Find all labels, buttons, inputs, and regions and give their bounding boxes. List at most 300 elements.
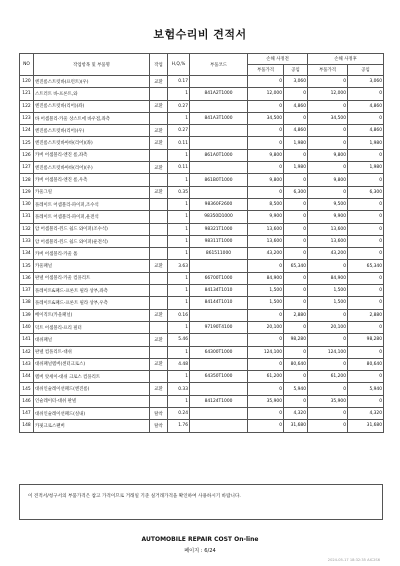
row-work [150,149,168,161]
row-part-code [190,408,248,420]
row-item: 엔진룸스트럿바(리어)(우) [34,125,150,137]
row-labor-after: 80,640 [348,358,384,370]
row-no: 135 [20,260,34,272]
page-number: 페이지 : 6/24 [184,548,216,554]
row-work [150,211,168,223]
row-item: 엔진룸스트럿바(프런트)(우) [34,76,150,88]
row-labor-after: 6,300 [348,186,384,198]
row-labor-before: 0 [284,321,308,333]
row-labor-before: 0 [284,297,308,309]
row-item: 카버 어셈블리-엔진 룸,우측 [34,174,150,186]
row-labor-before: 80,640 [284,358,308,370]
row-hqty: 0.33 [168,383,190,395]
row-item: 엔진룸스트럿바아바(리어)(좌) [34,137,150,149]
note-box [19,484,383,520]
row-part-code: 98350D1000 [190,211,248,223]
row-labor-before: 1,980 [284,137,308,149]
row-price-after: 0 [308,420,348,432]
row-hqty: 1 [168,371,190,383]
row-work: 교환 [150,76,168,88]
row-no: 146 [20,395,34,407]
row-work [150,174,168,186]
table-row [20,211,384,223]
row-price-after: 35,900 [308,395,348,407]
row-labor-before: 0 [284,149,308,161]
table-row [20,408,384,420]
row-price-before: 0 [248,383,284,395]
row-labor-after: 0 [348,285,384,297]
row-part-code: 841A2T1000 [190,88,248,100]
row-part-code: 97190T4100 [190,321,248,333]
row-price-before: 0 [248,186,284,198]
row-price-after: 0 [308,383,348,395]
row-price-before: 0 [248,334,284,346]
row-price-before: 0 [248,260,284,272]
print-stamp: 2024-05-17 18:32:35 AIC2S6 [327,558,380,562]
row-labor-after: 0 [348,346,384,358]
row-hqty: 0.16 [168,309,190,321]
row-hqty: 1 [168,211,190,223]
row-no: 123 [20,112,34,124]
table-row [20,395,384,407]
row-labor-before: 0 [284,88,308,100]
row-labor-before: 0 [284,346,308,358]
row-item: 대쉬패널 [34,334,150,346]
note-text: 이 견적서/청구서의 부품가격은 참고 가격이므로 거래일 기준 실거래가격을 확인하여 사용하시기 바랍니다. [28,494,241,499]
row-work: 교환 [150,137,168,149]
row-part-code: 84144T1010 [190,297,248,309]
row-labor-after: 1,980 [348,137,384,149]
row-price-before: 0 [248,125,284,137]
row-work [150,223,168,235]
row-part-code [190,125,248,137]
row-work [150,321,168,333]
row-hqty: 1 [168,223,190,235]
row-labor-before: 4,320 [284,408,308,420]
row-work [150,395,168,407]
row-no: 145 [20,383,34,395]
row-part-code [190,334,248,346]
table-row [20,137,384,149]
row-part-code: 64350T1000 [190,371,248,383]
row-labor-after: 0 [348,371,384,383]
row-price-before: 124,100 [248,346,284,358]
row-item: 카핏크로스팬버 [34,420,150,432]
row-labor-before: 0 [284,272,308,284]
table-row [20,76,384,88]
row-labor-after: 0 [348,272,384,284]
row-work: 교환 [150,358,168,370]
row-part-code [190,383,248,395]
row-work [150,297,168,309]
row-part-code [190,260,248,272]
row-labor-after: 1,980 [348,162,384,174]
row-no: 124 [20,125,34,137]
row-labor-after: 0 [348,223,384,235]
header-part-price-before: 부품가격 [248,65,284,76]
row-no: 129 [20,186,34,198]
row-labor-before: 4,860 [284,100,308,112]
header-part-code: 부품코드 [190,54,248,76]
row-price-after: 13,600 [308,223,348,235]
row-hqty: 0.11 [168,137,190,149]
row-labor-before: 0 [284,371,308,383]
row-labor-before: 0 [284,112,308,124]
row-labor-before: 2,880 [284,309,308,321]
row-item: 암 어셈블리-윈드 쉴드 와이퍼(운전석) [34,235,150,247]
header-part-price-after: 부품가격 [308,65,348,76]
estimate-rows [20,76,384,433]
row-labor-before: 0 [284,198,308,210]
header-labor-after: 공임 [348,65,384,76]
row-price-before: 61,200 [248,371,284,383]
row-hqty: 1 [168,285,190,297]
row-labor-after: 65,340 [348,260,384,272]
row-no: 141 [20,334,34,346]
header-hqty: H,Q,% [168,54,190,76]
row-price-after: 9,800 [308,149,348,161]
row-item: 스트러트 바-프론트,와 [34,88,150,100]
row-labor-before: 0 [284,248,308,260]
row-item: 바 어셈블리-카울 상스트에 바우점,좌측 [34,112,150,124]
row-labor-before: 1,980 [284,162,308,174]
table-row [20,346,384,358]
row-part-code [190,420,248,432]
row-price-before: 9,800 [248,174,284,186]
row-price-before: 12,000 [248,88,284,100]
row-no: 136 [20,272,34,284]
row-item: 플레이트&패드-프론트 필라 상부,좌측 [34,285,150,297]
table-row [20,198,384,210]
row-price-before: 0 [248,137,284,149]
row-part-code: 66700T1000 [190,272,248,284]
row-no: 142 [20,346,34,358]
row-hqty: 1 [168,395,190,407]
row-part-code: 841A3T1000 [190,112,248,124]
row-no: 132 [20,223,34,235]
row-price-after: 84,900 [308,272,348,284]
row-work: 탈착 [150,408,168,420]
row-labor-after: 4,860 [348,125,384,137]
row-work [150,198,168,210]
row-price-before: 0 [248,358,284,370]
row-no: 126 [20,149,34,161]
row-labor-after: 0 [348,88,384,100]
row-price-after: 9,800 [308,174,348,186]
row-labor-before: 5,940 [284,383,308,395]
row-price-after: 9,500 [308,198,348,210]
row-item: 플레이트 어셈블리-파이퍼,조수석 [34,198,150,210]
row-part-code: 861511000 [190,248,248,260]
row-labor-before: 31,680 [284,420,308,432]
header-damage-before: 손해 사정전 [248,54,308,65]
row-hqty: 0.27 [168,100,190,112]
table-row [20,186,384,198]
row-part-code [190,358,248,370]
row-price-before: 0 [248,162,284,174]
table-row [20,248,384,260]
row-price-after: 0 [308,334,348,346]
row-part-code [190,137,248,149]
row-no: 140 [20,321,34,333]
row-price-before: 0 [248,76,284,88]
row-price-after: 0 [308,162,348,174]
row-part-code [190,186,248,198]
row-hqty: 0.17 [168,76,190,88]
row-price-before: 0 [248,408,284,420]
row-price-before: 0 [248,420,284,432]
row-labor-after: 0 [348,112,384,124]
row-item: 카울그릴 [34,186,150,198]
row-no: 130 [20,198,34,210]
row-price-after: 0 [308,137,348,149]
row-price-after: 0 [308,309,348,321]
row-item: 멤버 앗세이-대쉬 크로스 컴플리트 [34,371,150,383]
row-no: 147 [20,408,34,420]
row-no: 131 [20,211,34,223]
row-work: 교환 [150,125,168,137]
row-labor-after: 0 [348,248,384,260]
row-no: 144 [20,371,34,383]
row-price-after: 0 [308,125,348,137]
row-no: 137 [20,285,34,297]
row-no: 125 [20,137,34,149]
row-price-before: 8,500 [248,198,284,210]
row-hqty: 1.76 [168,420,190,432]
row-labor-after: 98,280 [348,334,384,346]
table-row [20,321,384,333]
row-hqty: 1 [168,112,190,124]
row-part-code: 64300T1000 [190,346,248,358]
row-hqty: 0.24 [168,408,190,420]
row-part-code [190,309,248,321]
row-labor-after: 4,860 [348,100,384,112]
row-work [150,235,168,247]
row-no: 133 [20,235,34,247]
row-no: 143 [20,358,34,370]
row-work: 교환 [150,383,168,395]
row-hqty: 1 [168,248,190,260]
table-row [20,149,384,161]
table-row [20,358,384,370]
row-hqty: 5.46 [168,334,190,346]
row-price-after: 1,500 [308,285,348,297]
row-labor-before: 0 [284,174,308,186]
row-work [150,346,168,358]
row-item: 대쉬인슐레이션패드(실내) [34,408,150,420]
row-work: 교환 [150,260,168,272]
row-labor-before: 65,340 [284,260,308,272]
row-hqty: 1 [168,321,190,333]
header-labor-before: 공임 [284,65,308,76]
table-row [20,88,384,100]
row-no: 121 [20,88,34,100]
row-price-after: 12,000 [308,88,348,100]
table-row [20,162,384,174]
row-price-before: 35,900 [248,395,284,407]
table-row [20,260,384,272]
table-row [20,112,384,124]
row-price-after: 43,200 [308,248,348,260]
row-labor-after: 31,680 [348,420,384,432]
row-hqty: 1 [168,346,190,358]
row-part-code: 98311T1000 [190,235,248,247]
row-price-before: 34,500 [248,112,284,124]
row-labor-after: 0 [348,149,384,161]
table-row [20,309,384,321]
row-item: 카버 어셈블리-엔진 룸,좌측 [34,149,150,161]
row-labor-after: 0 [348,395,384,407]
row-work: 교환 [150,334,168,346]
row-hqty: 1 [168,272,190,284]
row-price-before: 13,600 [248,223,284,235]
table-row [20,383,384,395]
row-no: 128 [20,174,34,186]
row-no: 148 [20,420,34,432]
row-item: 플레이트 어셈블리-파이퍼,운전석 [34,211,150,223]
row-labor-after: 4,320 [348,408,384,420]
row-labor-before: 0 [284,211,308,223]
row-labor-before: 0 [284,285,308,297]
row-work [150,285,168,297]
header-no: NO [20,54,34,76]
row-work [150,112,168,124]
row-hqty: 0.11 [168,162,190,174]
row-item: 엔진룸스트럿바(리어)(좌) [34,100,150,112]
row-labor-before: 6,300 [284,186,308,198]
row-price-after: 124,100 [308,346,348,358]
row-labor-before: 4,860 [284,125,308,137]
row-hqty: 1 [168,235,190,247]
row-labor-after: 0 [348,198,384,210]
row-hqty: 4.48 [168,358,190,370]
row-no: 134 [20,248,34,260]
table-row [20,174,384,186]
row-part-code: 98360F2600 [190,198,248,210]
table-row [20,100,384,112]
row-part-code: 84134T1010 [190,285,248,297]
row-item: 판넬 컴플리트-대쉬 [34,346,150,358]
row-item: 판넬 어셈블리-카울 컴플리트 [34,272,150,284]
row-item: 카울패널 [34,260,150,272]
row-price-before: 13,600 [248,235,284,247]
row-hqty: 1 [168,88,190,100]
row-price-after: 0 [308,408,348,420]
row-labor-before: 98,280 [284,334,308,346]
row-work [150,272,168,284]
row-hqty: 1 [168,297,190,309]
header-damage-after: 손해 사정후 [308,54,384,65]
table-row [20,420,384,432]
row-no: 120 [20,76,34,88]
row-labor-after: 0 [348,211,384,223]
row-price-before: 1,500 [248,297,284,309]
row-no: 138 [20,297,34,309]
row-item: 대쉬패널멤버(센터크로스) [34,358,150,370]
row-no: 127 [20,162,34,174]
row-item: 덕트 어셈블리-프리 필터 [34,321,150,333]
row-work [150,248,168,260]
row-work: 탈착 [150,420,168,432]
row-price-before: 0 [248,100,284,112]
row-item: 카버 어셈블리-카울 톱 [34,248,150,260]
table-row [20,125,384,137]
row-labor-before: 0 [284,235,308,247]
row-hqty: 1 [168,174,190,186]
row-price-after: 0 [308,358,348,370]
row-price-after: 0 [308,100,348,112]
row-work: 교환 [150,309,168,321]
row-price-after: 9,900 [308,211,348,223]
row-price-after: 0 [308,76,348,88]
row-price-before: 1,500 [248,285,284,297]
table-row [20,334,384,346]
row-labor-after: 0 [348,321,384,333]
row-item: 엔진룸스트럿바아바(리어)(우) [34,162,150,174]
row-hqty: 0.27 [168,125,190,137]
row-labor-after: 0 [348,174,384,186]
row-price-after: 61,200 [308,371,348,383]
row-price-after: 13,600 [308,235,348,247]
row-no: 139 [20,309,34,321]
table-row [20,297,384,309]
row-price-before: 9,800 [248,149,284,161]
row-labor-after: 0 [348,297,384,309]
row-price-before: 9,900 [248,211,284,223]
row-work [150,88,168,100]
row-labor-after: 3,060 [348,76,384,88]
row-work: 교환 [150,162,168,174]
row-work [150,371,168,383]
row-price-after: 20,100 [308,321,348,333]
header-work: 작업 [150,54,168,76]
row-price-after: 0 [308,260,348,272]
footer-title: AUTOMOBILE REPAIR COST On-line [141,536,259,543]
row-hqty: 0.35 [168,186,190,198]
row-price-before: 84,900 [248,272,284,284]
row-part-code [190,100,248,112]
row-part-code: 84124T1000 [190,395,248,407]
table-row [20,272,384,284]
row-hqty: 1 [168,149,190,161]
row-item: 인슐레이터-대쉬 판넬 [34,395,150,407]
row-price-after: 34,500 [308,112,348,124]
row-item: 플레이트&패드-프론트 필라 상부,우측 [34,297,150,309]
table-row [20,371,384,383]
row-labor-before: 3,060 [284,76,308,88]
row-part-code: 98321T1000 [190,223,248,235]
row-price-before: 43,200 [248,248,284,260]
table-row [20,285,384,297]
row-work: 교환 [150,186,168,198]
estimate-table [19,53,384,433]
row-labor-after: 2,880 [348,309,384,321]
row-part-code: 861A0T1000 [190,149,248,161]
header-work-item: 작업항목 및 부품명 [34,54,150,76]
row-part-code [190,162,248,174]
table-row [20,235,384,247]
row-price-before: 20,100 [248,321,284,333]
row-price-after: 0 [308,186,348,198]
row-no: 122 [20,100,34,112]
row-part-code: 861B0T1000 [190,174,248,186]
row-hqty: 1 [168,198,190,210]
row-work: 교환 [150,100,168,112]
row-price-after: 1,500 [308,297,348,309]
row-labor-after: 0 [348,235,384,247]
document-title: 보험수리비 견적서 [153,28,247,41]
row-item: 대쉬인슐레이션패드(엔진룸) [34,383,150,395]
